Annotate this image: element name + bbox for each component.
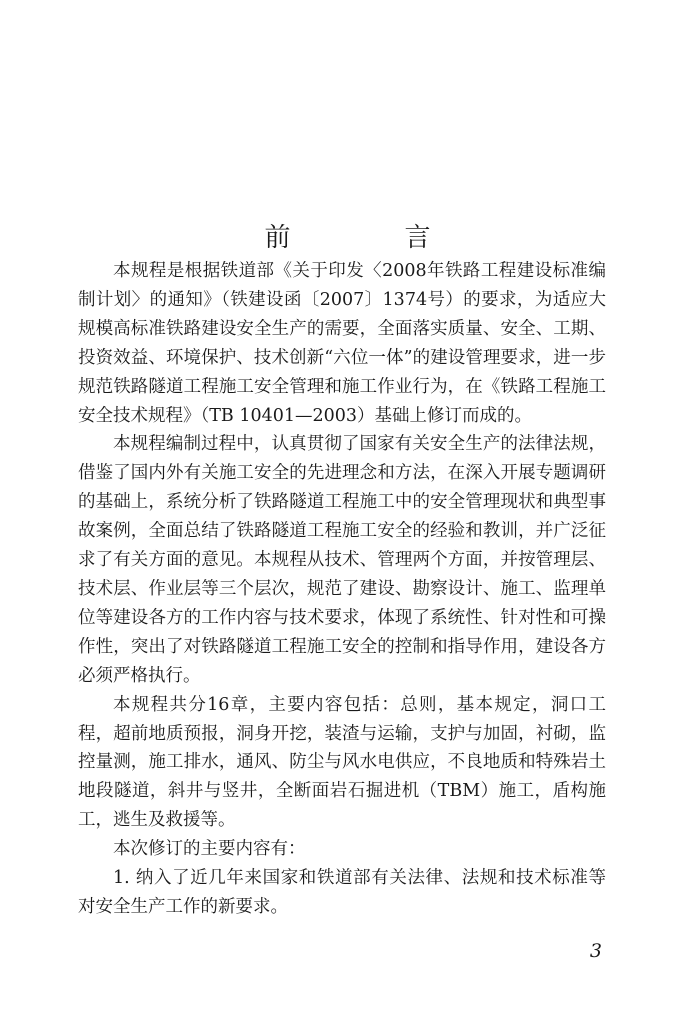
paragraph-revision-item-1: 1. 纳入了近几年来国家和铁道部有关法律、法规和技术标准等对安全生产工作的新要求。 xyxy=(78,868,606,917)
paragraph-purpose: 本规程是根据铁道部《关于印发〈2008年铁路工程建设标准编制计划〉的通知》（铁建设函〔2007〕1374号）的要求，为适应大规模高标准铁路建设安全生产的需要，全面落实质量、安全、工期、投资效益、环境保护、技术创新“六位一体”的建设管理要求，进一步规范铁路隧道工程施工安全管理和施工作业行为，在《铁路工程施工安全技术规程》（TB 10401—2003）基础上修订而成的。 xyxy=(78,261,606,426)
paragraph-process: 本规程编制过程中，认真贯彻了国家有关安全生产的法律法规，借鉴了国内外有关施工安全的先进理念和方法，在深入开展专题调研的基础上，系统分析了铁路隧道工程施工中的安全管理现状和典型事故案例，全面总结了铁路隧道工程施工安全的经验和教训，并广泛征求了有关方面的意见。本规程从技术、管理两个方面，并按管理层、技术层、作业层等三个层次，规范了建设、勘察设计、施工、监理单位等建设各方的工作内容与技术要求，体现了系统性、针对性和可操作性，突出了对铁路隧道工程施工安全的控制和指导作用，建设各方必须严格执行。 xyxy=(78,434,606,686)
paragraph-contents: 本规程共分16章，主要内容包括：总则，基本规定，洞口工程，超前地质预报，洞身开挖，装渣与运输，支护与加固，衬砌，监控量测，施工排水，通风、防尘与风水电供应，不良地质和特殊岩土地段隧道，斜井与竖井，全断面岩石掘进机（TBM）施工，盾构施工，逃生及救援等。 xyxy=(78,694,606,831)
page-title: 前 言 xyxy=(264,223,475,254)
paragraph-revision-intro: 本次修订的主要内容有： xyxy=(113,839,306,860)
page-number: 3 xyxy=(589,940,602,962)
body-text xyxy=(78,257,606,922)
